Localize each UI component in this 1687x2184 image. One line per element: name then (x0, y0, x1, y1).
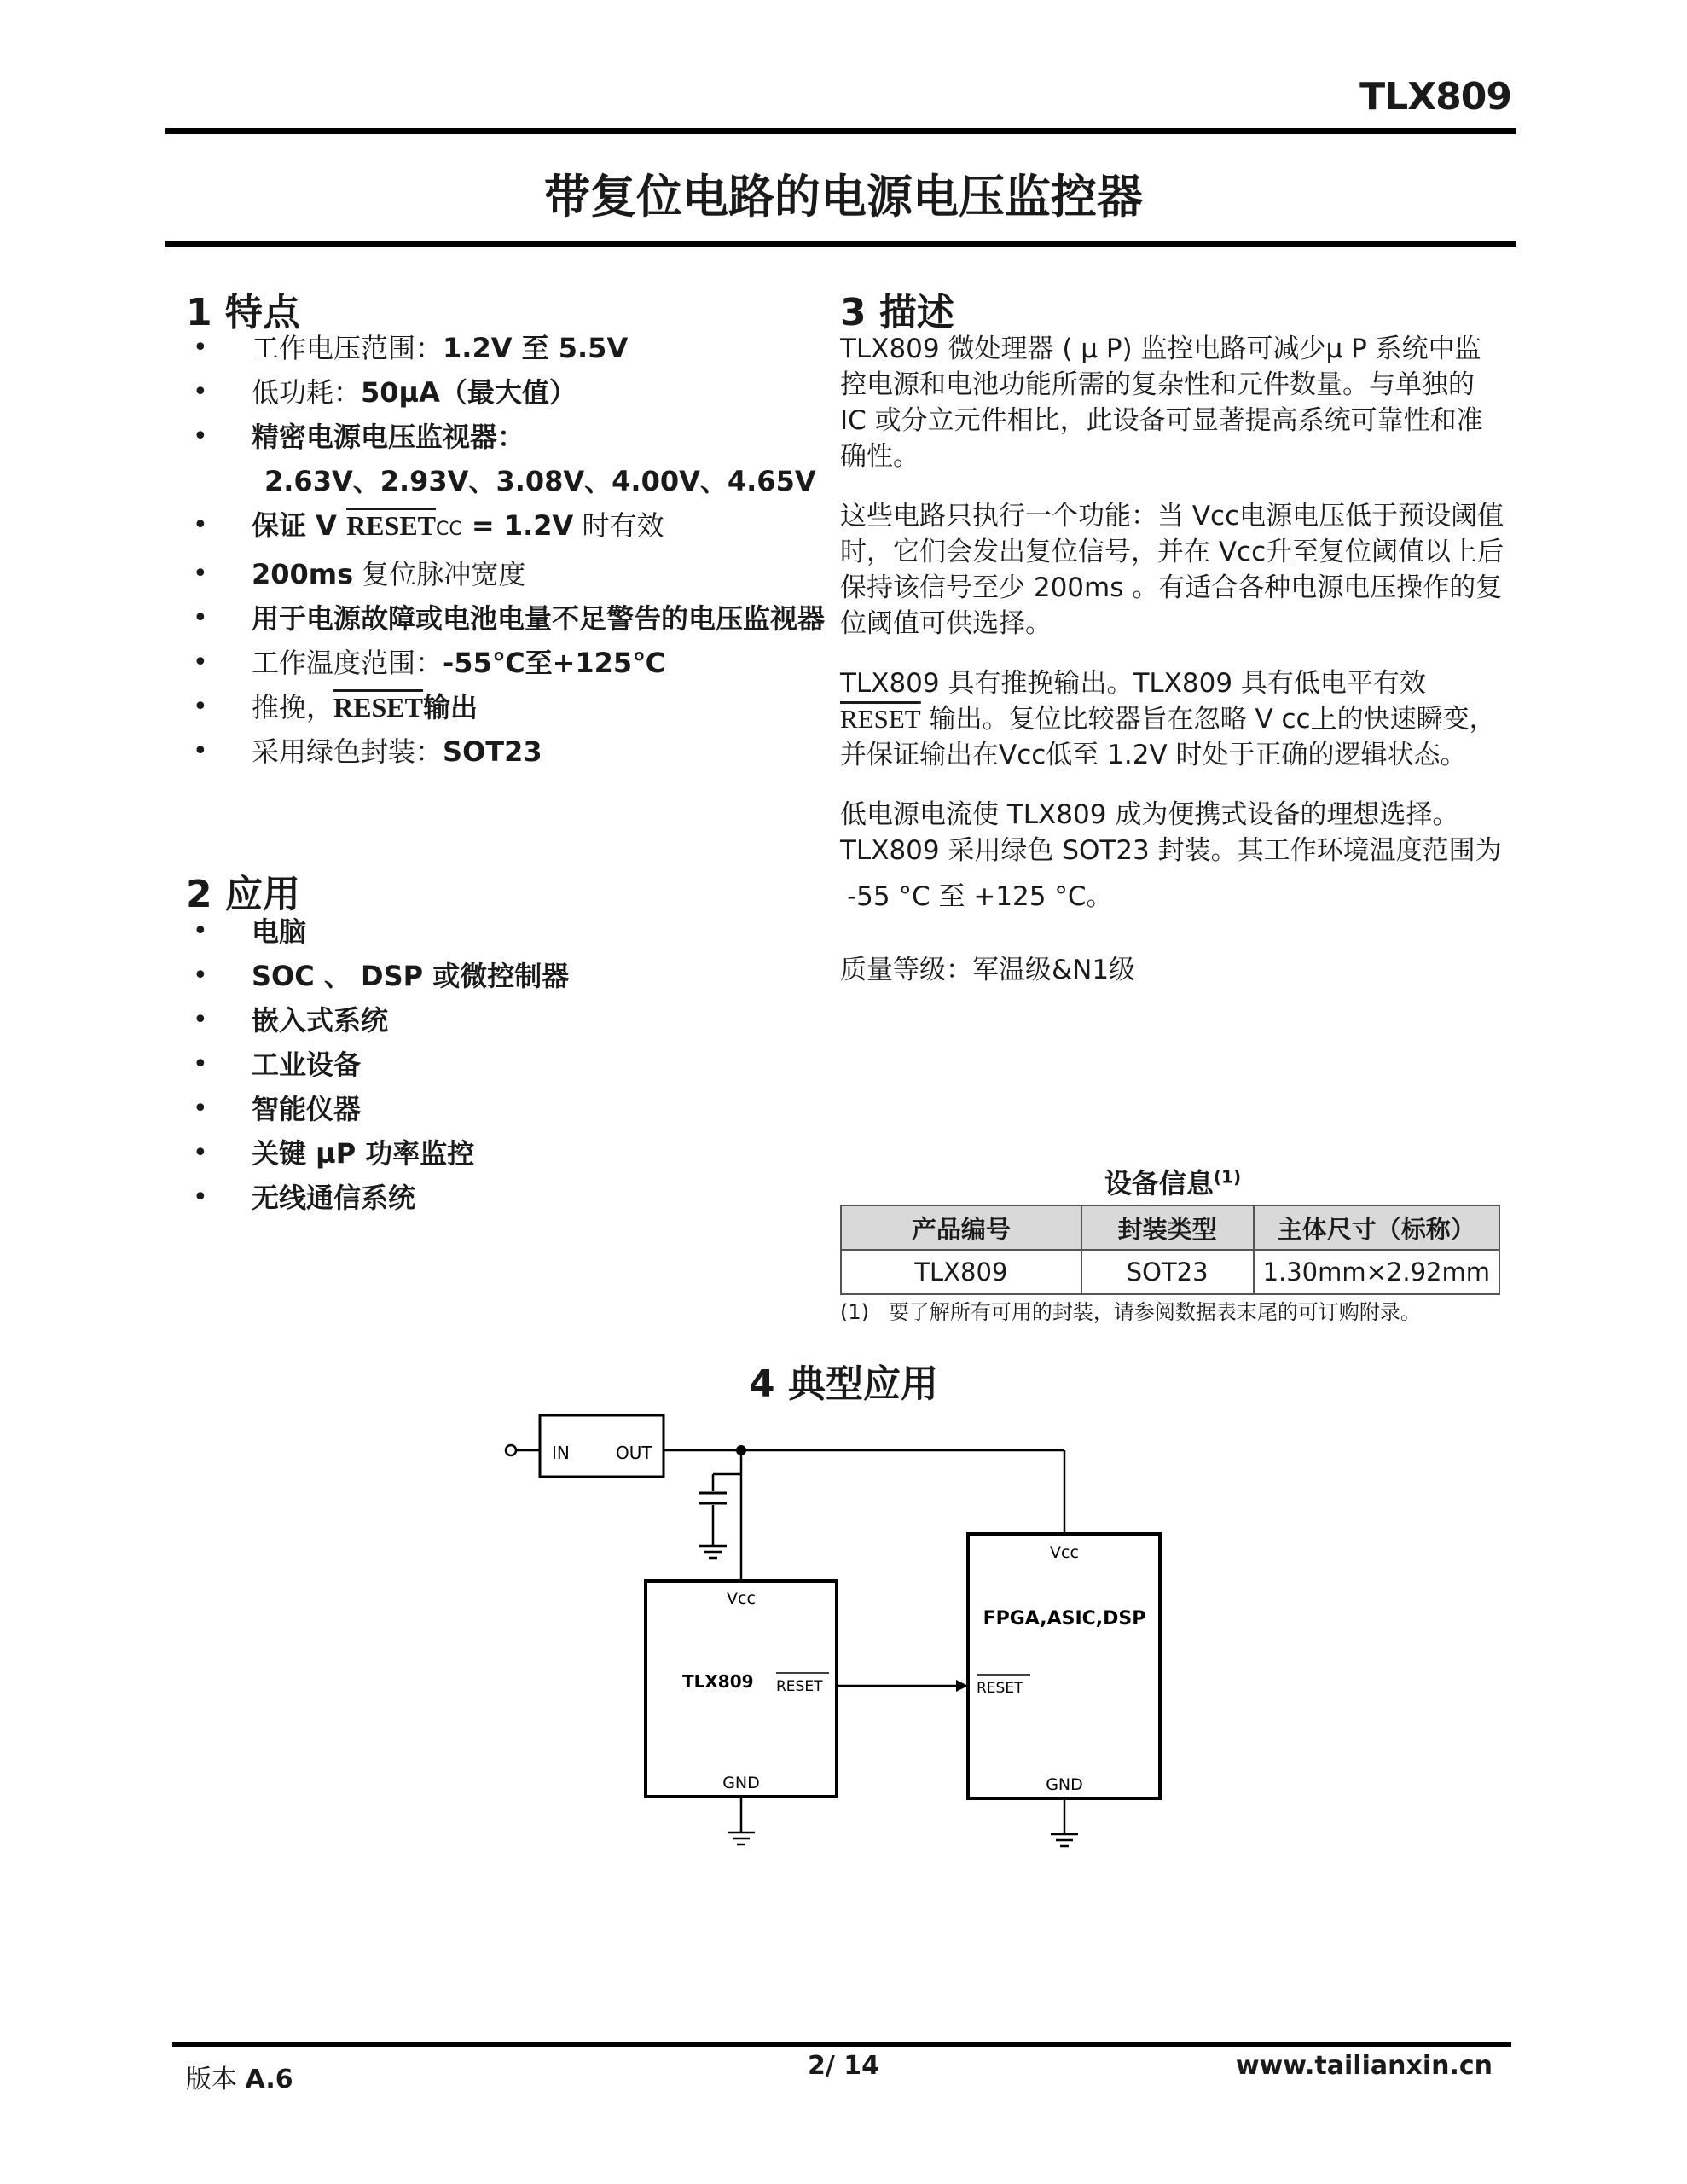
description-temperature: -55 °C 至 +125 °C。 (847, 881, 1113, 912)
description-paragraph: 低电源电流使 TLX809 成为便携式设备的理想选择。TLX809 采用绿色 SOT23 封装。其工作环境温度范围为 (840, 799, 1502, 866)
list-item: • 用于电源故障或电池电量不足警告的电压监视器 (186, 600, 840, 637)
list-item: • 采用绿色封装：SOT23 (186, 733, 840, 770)
ldo-in-label: IN (552, 1443, 570, 1463)
fpga-chip-box (968, 1534, 1160, 1798)
list-item: • 工作电压范围：1.2V 至 5.5V (186, 329, 840, 367)
junction-dot (736, 1445, 746, 1455)
table-cell: SOT23 (1081, 1250, 1254, 1294)
features-heading: 1 特点 (186, 291, 300, 334)
list-item: • SOC 、 DSP 或微控制器 (186, 957, 840, 995)
list-item: 2.63V、2.93V、3.08V、4.00V、4.65V (264, 465, 816, 497)
list-item: • 精密电源电压监视器： (186, 418, 840, 456)
description-quality-grade: 质量等级：军温级&N1级 (840, 955, 1136, 985)
description-heading: 3 描述 (840, 291, 954, 334)
input-terminal (506, 1445, 516, 1455)
list-item: • 低功耗：50µA（最大值） (186, 374, 840, 411)
typical-application-heading: 4 典型应用 (749, 1362, 938, 1406)
document-id: TLX809 (1359, 75, 1511, 119)
page-title: 带复位电路的电源电压监控器 (544, 170, 1143, 224)
list-item: • 200ms 复位脉冲宽度 (186, 555, 840, 593)
table-header-cell: 封装类型 (1081, 1205, 1254, 1250)
tlx809-gnd-label: GND (722, 1774, 760, 1792)
list-item: • 推挽，RESET输出 (186, 688, 840, 726)
list-item: • 智能仪器 (186, 1090, 840, 1128)
footer-website-link[interactable]: www.tailianxin.cn (1235, 2051, 1493, 2081)
tlx809-name-label: TLX809 (682, 1671, 754, 1692)
list-item: • 嵌入式系统 (186, 1002, 840, 1039)
list-item: • 无线通信系统 (186, 1179, 840, 1217)
tlx809-reset-label: RESET (776, 1678, 823, 1695)
table-header-cell: 主体尺寸（标称） (1254, 1205, 1499, 1250)
table-cell: TLX809 (841, 1250, 1081, 1294)
list-item: • 工作温度范围：-55℃至+125℃ (186, 644, 840, 682)
description-paragraph: TLX809 具有推挽输出。TLX809 具有低电平有效RESET 输出。复位比较器旨在忽略 V cc上的快速瞬变，并保证输出在Vcc低至 1.2V 时处于正确的逻辑状态。 (840, 668, 1496, 770)
fpga-reset-label: RESET (977, 1680, 1023, 1697)
device-info-footnote: (1) 要了解所有可用的封装，请参阅数据表末尾的可订购附录。 (840, 1300, 1421, 1324)
list-item: • 保证 V RESETCC = 1.2V 时有效 (186, 507, 840, 549)
applications-heading: 2 应用 (186, 873, 300, 916)
table-header-cell: 产品编号 (841, 1205, 1081, 1250)
reset-arrowhead (956, 1680, 968, 1692)
fpga-name-label: FPGA,ASIC,DSP (983, 1608, 1146, 1629)
footer-page-number: 2/ 14 (807, 2051, 880, 2081)
list-item: • 工业设备 (186, 1046, 840, 1083)
footer-rule (172, 2042, 1511, 2047)
list-item: • 关键 µP 功率监控 (186, 1135, 840, 1172)
description-paragraph: 这些电路只执行一个功能：当 Vcc电源电压低于预设阈值时，它们会发出复位信号，并在 Vcc升至复位阈值以上后保持该信号至少 200ms 。有适合各种电源电压操作的复位阈值可供选择。 (840, 501, 1504, 639)
device-info-caption: 设备信息$^{(1)}$ (1104, 1166, 1242, 1199)
fpga-gnd-label: GND (1046, 1775, 1083, 1794)
table-cell: 1.30mm×2.92mm (1254, 1250, 1499, 1294)
ldo-out-label: OUT (616, 1443, 652, 1463)
fpga-vcc-label: Vcc (1050, 1543, 1079, 1562)
description-paragraph: TLX809 微处理器 ( µ P) 监控电路可减少µ P 系统中监控电源和电池功能所需的复杂性和元件数量。与单独的 IC 或分立元件相比，此设备可显著提高系统可靠性和准确性。 (840, 334, 1483, 472)
footer-version: 版本 A.6 (186, 2065, 293, 2094)
list-item: • 电脑 (186, 913, 840, 950)
tlx809-vcc-label: Vcc (727, 1589, 756, 1608)
